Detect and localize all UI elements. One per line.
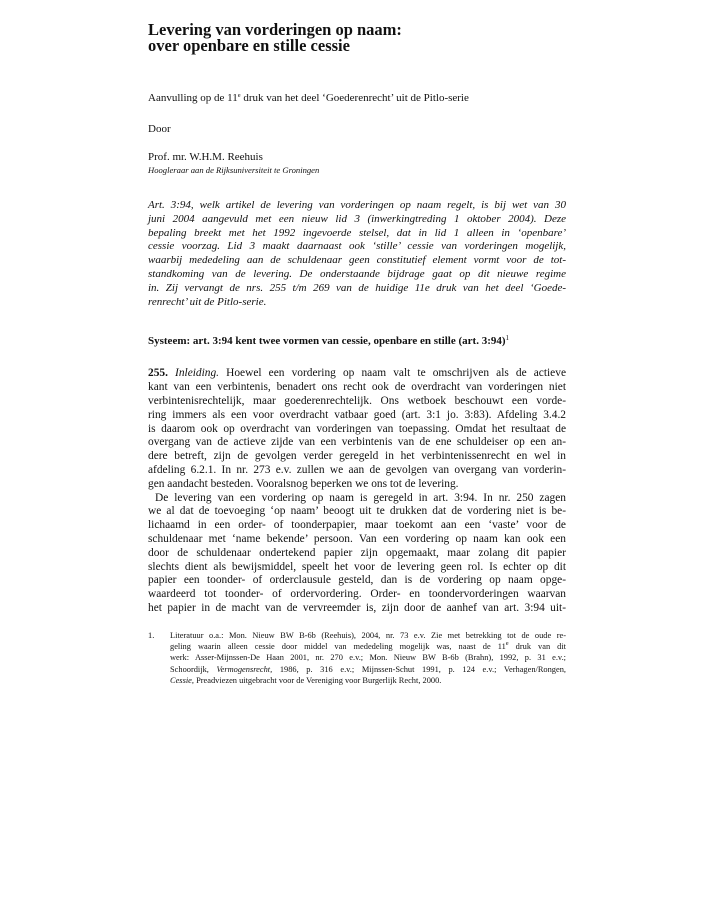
footnote-text <box>170 630 566 686</box>
footnote-line <box>170 664 566 675</box>
abstract-line: renrecht’ uit de Pitlo-serie. <box>148 295 267 308</box>
footnote-reference[interactable]: 1 <box>505 334 510 343</box>
subtitle-after: druk van het deel ‘Goederenrecht’ uit de Pitlo-serie <box>240 92 469 104</box>
body-line: verbintenisrechtelijk, maar goederenrechtelijk. Ons wetboek beschouwt een vorde- <box>148 394 566 407</box>
body-line: het papier in de macht van de vervreemder is, zijn door de aanhef van art. 3:94 uit- <box>148 601 566 614</box>
paragraph-first-line-text: Hoewel een vordering op naam valt te omschrijven als de actieve <box>219 367 566 380</box>
title-line-1: Levering van vorderingen op naam: <box>148 20 402 39</box>
section-heading-text: Systeem: art. 3:94 kent twee vormen van cessie, openbare en stille (art. 3:94) <box>148 335 506 348</box>
body-line: overgang van de actieve zijde van een verbintenis van de ene schuldeiser op een an- <box>148 436 566 449</box>
author-affiliation: Hoogleraar aan de Rijksuniversiteit te Groningen <box>148 165 320 175</box>
body-line: dere betreft, zijn de gevolgen verder geregeld in het verbintenissenrecht en wel in <box>148 450 566 463</box>
body-line: papier een toonder- of orderclausule gesteld, dan is de vordering op naam opge- <box>148 574 566 587</box>
footnote-line-2-before: geling waarin alleen cessie door middel van mededeling mogelijk was, naast de 11 <box>170 642 506 652</box>
section-heading <box>148 335 566 348</box>
paragraph-first-line <box>148 367 566 381</box>
abstract-line: waarbij mededeling aan de schuldenaar geen constitutief element vormt voor de tot- <box>148 254 566 267</box>
title-line-2: over openbare en stille cessie <box>148 36 350 55</box>
document-title <box>148 22 566 54</box>
paragraph-255 <box>148 367 566 615</box>
body-line: lichaamd in een order- of toonderpapier, maar toekomt aan een ‘vaste’ voor de <box>148 519 566 532</box>
footnote-line-5-italic: Cessie <box>170 675 192 685</box>
paragraph-heading: Inleiding. <box>175 367 220 380</box>
abstract-line: in. Zij vervangt de nrs. 255 t/m 269 van de huidige 11e druk van het deel ‘Goede- <box>148 281 566 294</box>
body-line: schuldenaar met ‘name bekende’ persoon. Van een vordering op naam kan ook een <box>148 532 566 545</box>
body-line: De levering van een vordering op naam is geregeld in art. 3:94. In nr. 250 zagen <box>155 491 566 504</box>
abstract-line: standkoming van de levering. De onderstaande bijdrage gaat op dit nieuwe regime <box>148 267 566 280</box>
body-line: ring immers als een voor overdracht vatbaar goed (art. 3:1 jo. 3:83). Afdeling 3.4.2 <box>148 408 566 421</box>
footnote <box>148 630 566 686</box>
subtitle <box>148 92 566 105</box>
body-line: is daarom ook op overdracht van vorderingen van toepassing. Omdat het resultaat de <box>148 422 566 435</box>
body-line: afdeling 6.2.1. In nr. 273 e.v. zullen we aan de gevolgen van overgang van vorderin- <box>148 463 566 476</box>
footnote-line-5-after: , Preadviezen uitgebracht voor de Vereniging voor Burgerlijk Recht, 2000. <box>191 675 442 685</box>
door-label: Door <box>148 123 171 135</box>
body-line: we al dat de toevoeging ‘op naam’ beoogt uit te drukken dat de vordering niet is be- <box>148 505 566 518</box>
subtitle-superscript: e <box>237 92 241 99</box>
abstract-line: bepaling breekt met het 1992 ingevoerde stelsel, dat in lid 1 alleen in ‘openbare’ <box>148 226 566 239</box>
footnote-line-2-after: druk van dit <box>508 642 566 652</box>
abstract-line: Art. 3:94, welk artikel de levering van vorderingen op naam regelt, is bij wet van 30 <box>148 199 566 211</box>
document-page <box>148 22 566 686</box>
footnote-number: 1. <box>148 630 155 640</box>
footnote-line-4-italic: Vermogensrecht, <box>216 664 273 674</box>
footnote-line <box>170 675 566 686</box>
footnote-superscript: e <box>505 640 509 648</box>
abstract-line: juni 2004 aangevuld met een nieuw lid 3 (inwerkingtreding 1 oktober 2004). Deze <box>148 212 566 225</box>
body-line: kant van een verbintenis, benadert ons recht ook de overdracht van vorderingen niet <box>148 381 566 394</box>
subtitle-before: Aanvulling op de 11 <box>148 92 238 104</box>
abstract-line: cessie voorzag. Lid 3 maakt daarnaast ook ‘stille’ cessie van vorderingen mogelijk, <box>148 240 566 253</box>
body-line: slechts dient als bewijsmiddel, speelt het voor de levering geen rol. Is echter op dit <box>148 560 566 573</box>
body-line: gen aandacht besteden. Vooralsnog beperken we ons tot de levering. <box>148 477 459 490</box>
footnote-line-4-after: 1986, p. 316 e.v.; Mijnssen-Schut 1991, p. 124 e.v.; Verhagen/Rongen, <box>272 664 566 674</box>
paragraph-number: 255. <box>148 367 168 380</box>
footnote-line <box>170 641 566 652</box>
body-line: waardeerd tot toonder- of ordervordering. Order- en toondervorderingen waarvan <box>148 588 566 601</box>
footnote-line-4-before: Schoordijk, <box>170 664 217 674</box>
body-line: door de schuldenaar ondertekend papier zijn opgemaakt, maar zolang dit papier <box>148 546 566 559</box>
footnote-line: Literatuur o.a.: Mon. Nieuw BW B-6b (Reehuis), 2004, nr. 73 e.v. Zie met betrekking tot de oude re- <box>170 630 566 640</box>
author-name: Prof. mr. W.H.M. Reehuis <box>148 151 263 163</box>
footnote-line: werk: Asser-Mijnssen-De Haan 2001, nr. 270 e.v.; Mon. Nieuw BW B-6b (Brahn), 1992, p. 31 e.v.; <box>170 653 566 663</box>
abstract <box>148 199 566 309</box>
